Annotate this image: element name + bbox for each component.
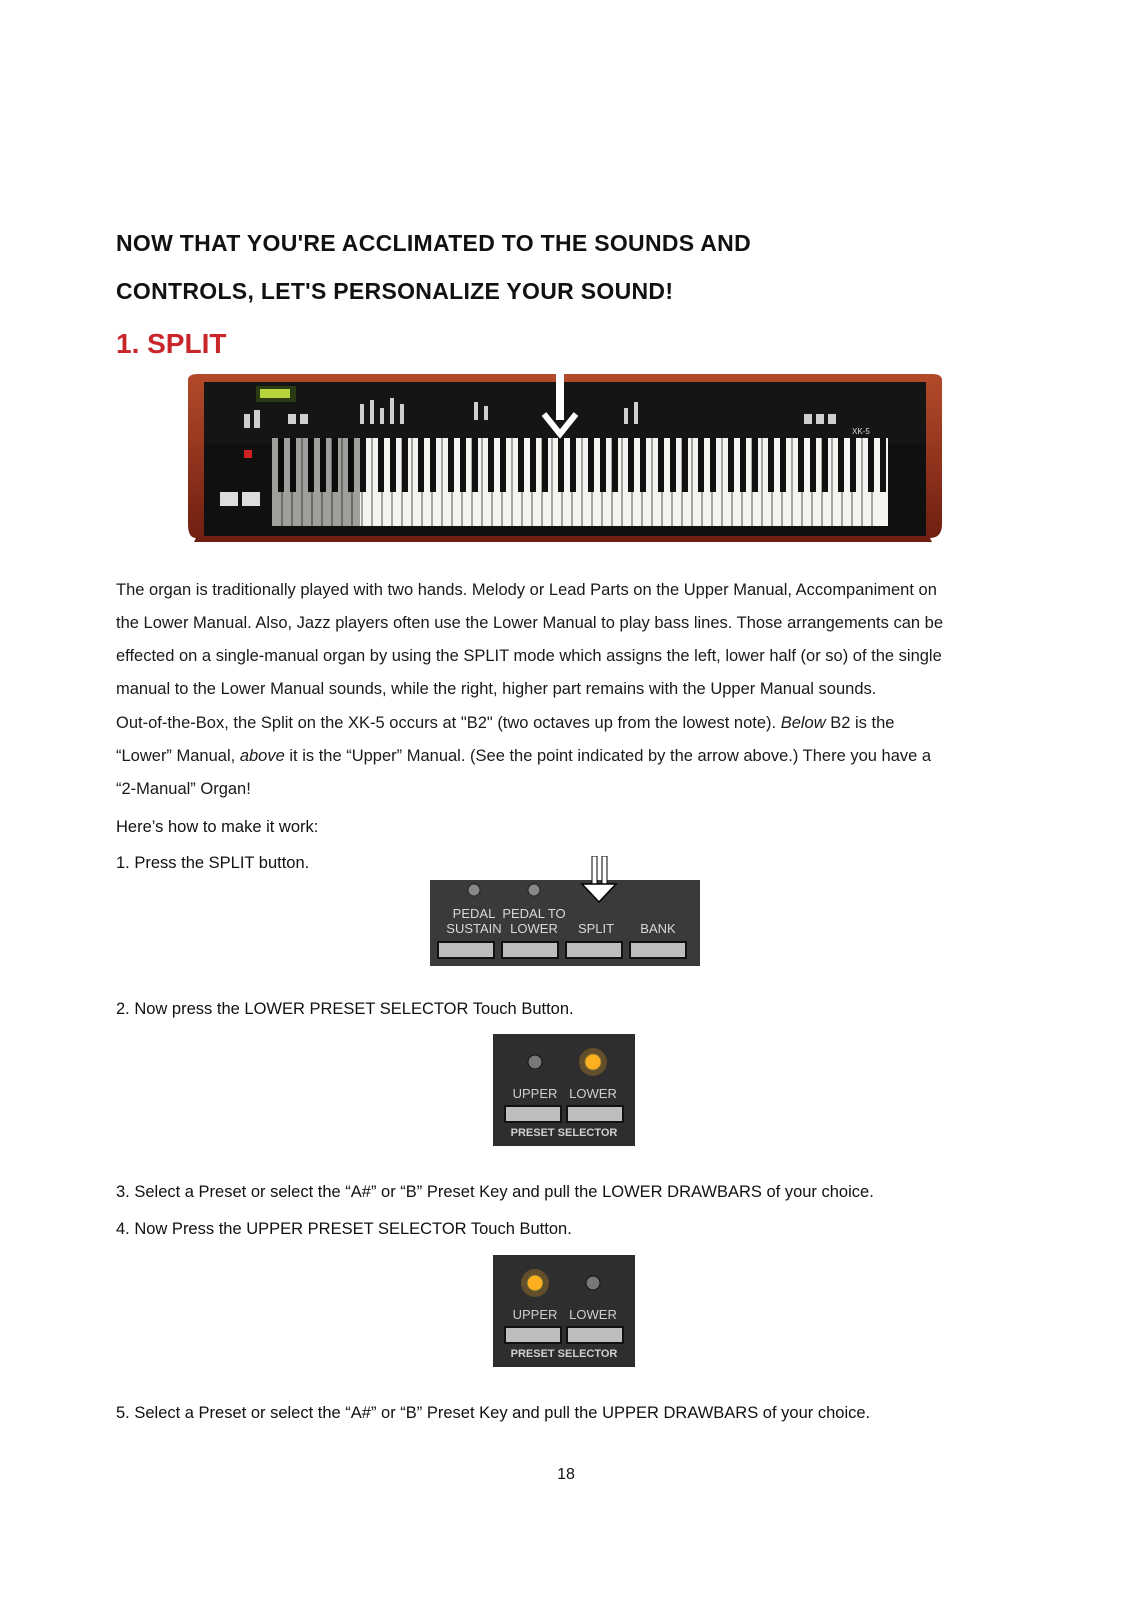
intro-line: The organ is traditionally played with two hands. Melody or Lead Parts on the Upper Manual, Accompaniment on (116, 581, 937, 599)
heading-line-1: NOW THAT YOU'RE ACCLIMATED TO THE SOUNDS AND (116, 230, 751, 256)
step-5: 5. Select a Preset or select the “A#” or “B” Preset Key and pull the UPPER DRAWBARS of your choice. (116, 1404, 871, 1422)
split-text: it is the “Upper” Manual. (See the point indicated by the arrow above.) There you have a (284, 747, 932, 765)
split-button[interactable] (566, 942, 622, 958)
bank-label: BANK (640, 921, 676, 936)
upper-preset-button[interactable] (505, 1106, 561, 1122)
lower-preset-button[interactable] (567, 1106, 623, 1122)
section-title: 1. SPLIT (116, 328, 227, 359)
intro-line: manual to the Lower Manual sounds, while the right, higher part remains with the Upper Manual sounds. (116, 680, 877, 698)
split-label: SPLIT (577, 921, 615, 936)
split-panel-image (430, 856, 700, 966)
lower-label: LOWER (569, 1307, 617, 1322)
upper-preset-button[interactable] (505, 1327, 561, 1343)
intro-line: effected on a single-manual organ by using the SPLIT mode which assigns the left, lower half (or so) of the single (116, 647, 942, 665)
split-text-emphasis: Below (780, 714, 826, 732)
pedal-to-lower-label-1: PEDAL TO (502, 906, 566, 921)
split-text: B2 is the (825, 714, 895, 732)
pedal-to-lower-button[interactable] (502, 942, 558, 958)
howto-intro: Here’s how to make it work: (116, 818, 319, 836)
step-2: 2. Now press the LOWER PRESET SELECTOR Touch Button. (116, 1000, 574, 1018)
preset-selector-lower-image (493, 1034, 635, 1146)
pedal-sustain-label-1: PEDAL (452, 906, 496, 921)
bank-button[interactable] (630, 942, 686, 958)
lower-label: LOWER (569, 1086, 617, 1101)
intro-line: the Lower Manual. Also, Jazz players often use the Lower Manual to play bass lines. Those arrangements can be (116, 614, 943, 632)
split-text: Out-of-the-Box, the Split on the XK-5 occurs at "B2" (two octaves up from the lowest note). (116, 714, 781, 732)
organ-image (184, 374, 946, 546)
split-text: “2-Manual” Organ! (116, 780, 251, 798)
intro-paragraph (116, 574, 1016, 706)
pedal-sustain-label-2: SUSTAIN (446, 921, 502, 936)
step-4: 4. Now Press the UPPER PRESET SELECTOR Touch Button. (116, 1220, 572, 1238)
organ-model-label: XK-5 (852, 427, 870, 436)
page-number: 18 (557, 1466, 575, 1483)
lower-preset-button[interactable] (567, 1327, 623, 1343)
upper-label: UPPER (512, 1307, 558, 1322)
preset-selector-upper-image (493, 1255, 635, 1367)
upper-label: UPPER (512, 1086, 558, 1101)
step-1: 1. Press the SPLIT button. (116, 854, 310, 872)
preset-selector-caption: PRESET SELECTOR (510, 1348, 618, 1360)
upper-led-on-icon (527, 1275, 543, 1291)
pedal-sustain-button[interactable] (438, 942, 494, 958)
preset-selector-caption: PRESET SELECTOR (510, 1127, 618, 1139)
heading-line-2: CONTROLS, LET'S PERSONALIZE YOUR SOUND! (116, 278, 674, 304)
split-text: “Lower” Manual, (116, 747, 240, 765)
step-3: 3. Select a Preset or select the “A#” or “B” Preset Key and pull the LOWER DRAWBARS of your choice. (116, 1183, 874, 1201)
split-paragraph (116, 707, 1016, 806)
split-text-emphasis: above (239, 747, 285, 765)
pedal-to-lower-label-2: LOWER (510, 921, 558, 936)
